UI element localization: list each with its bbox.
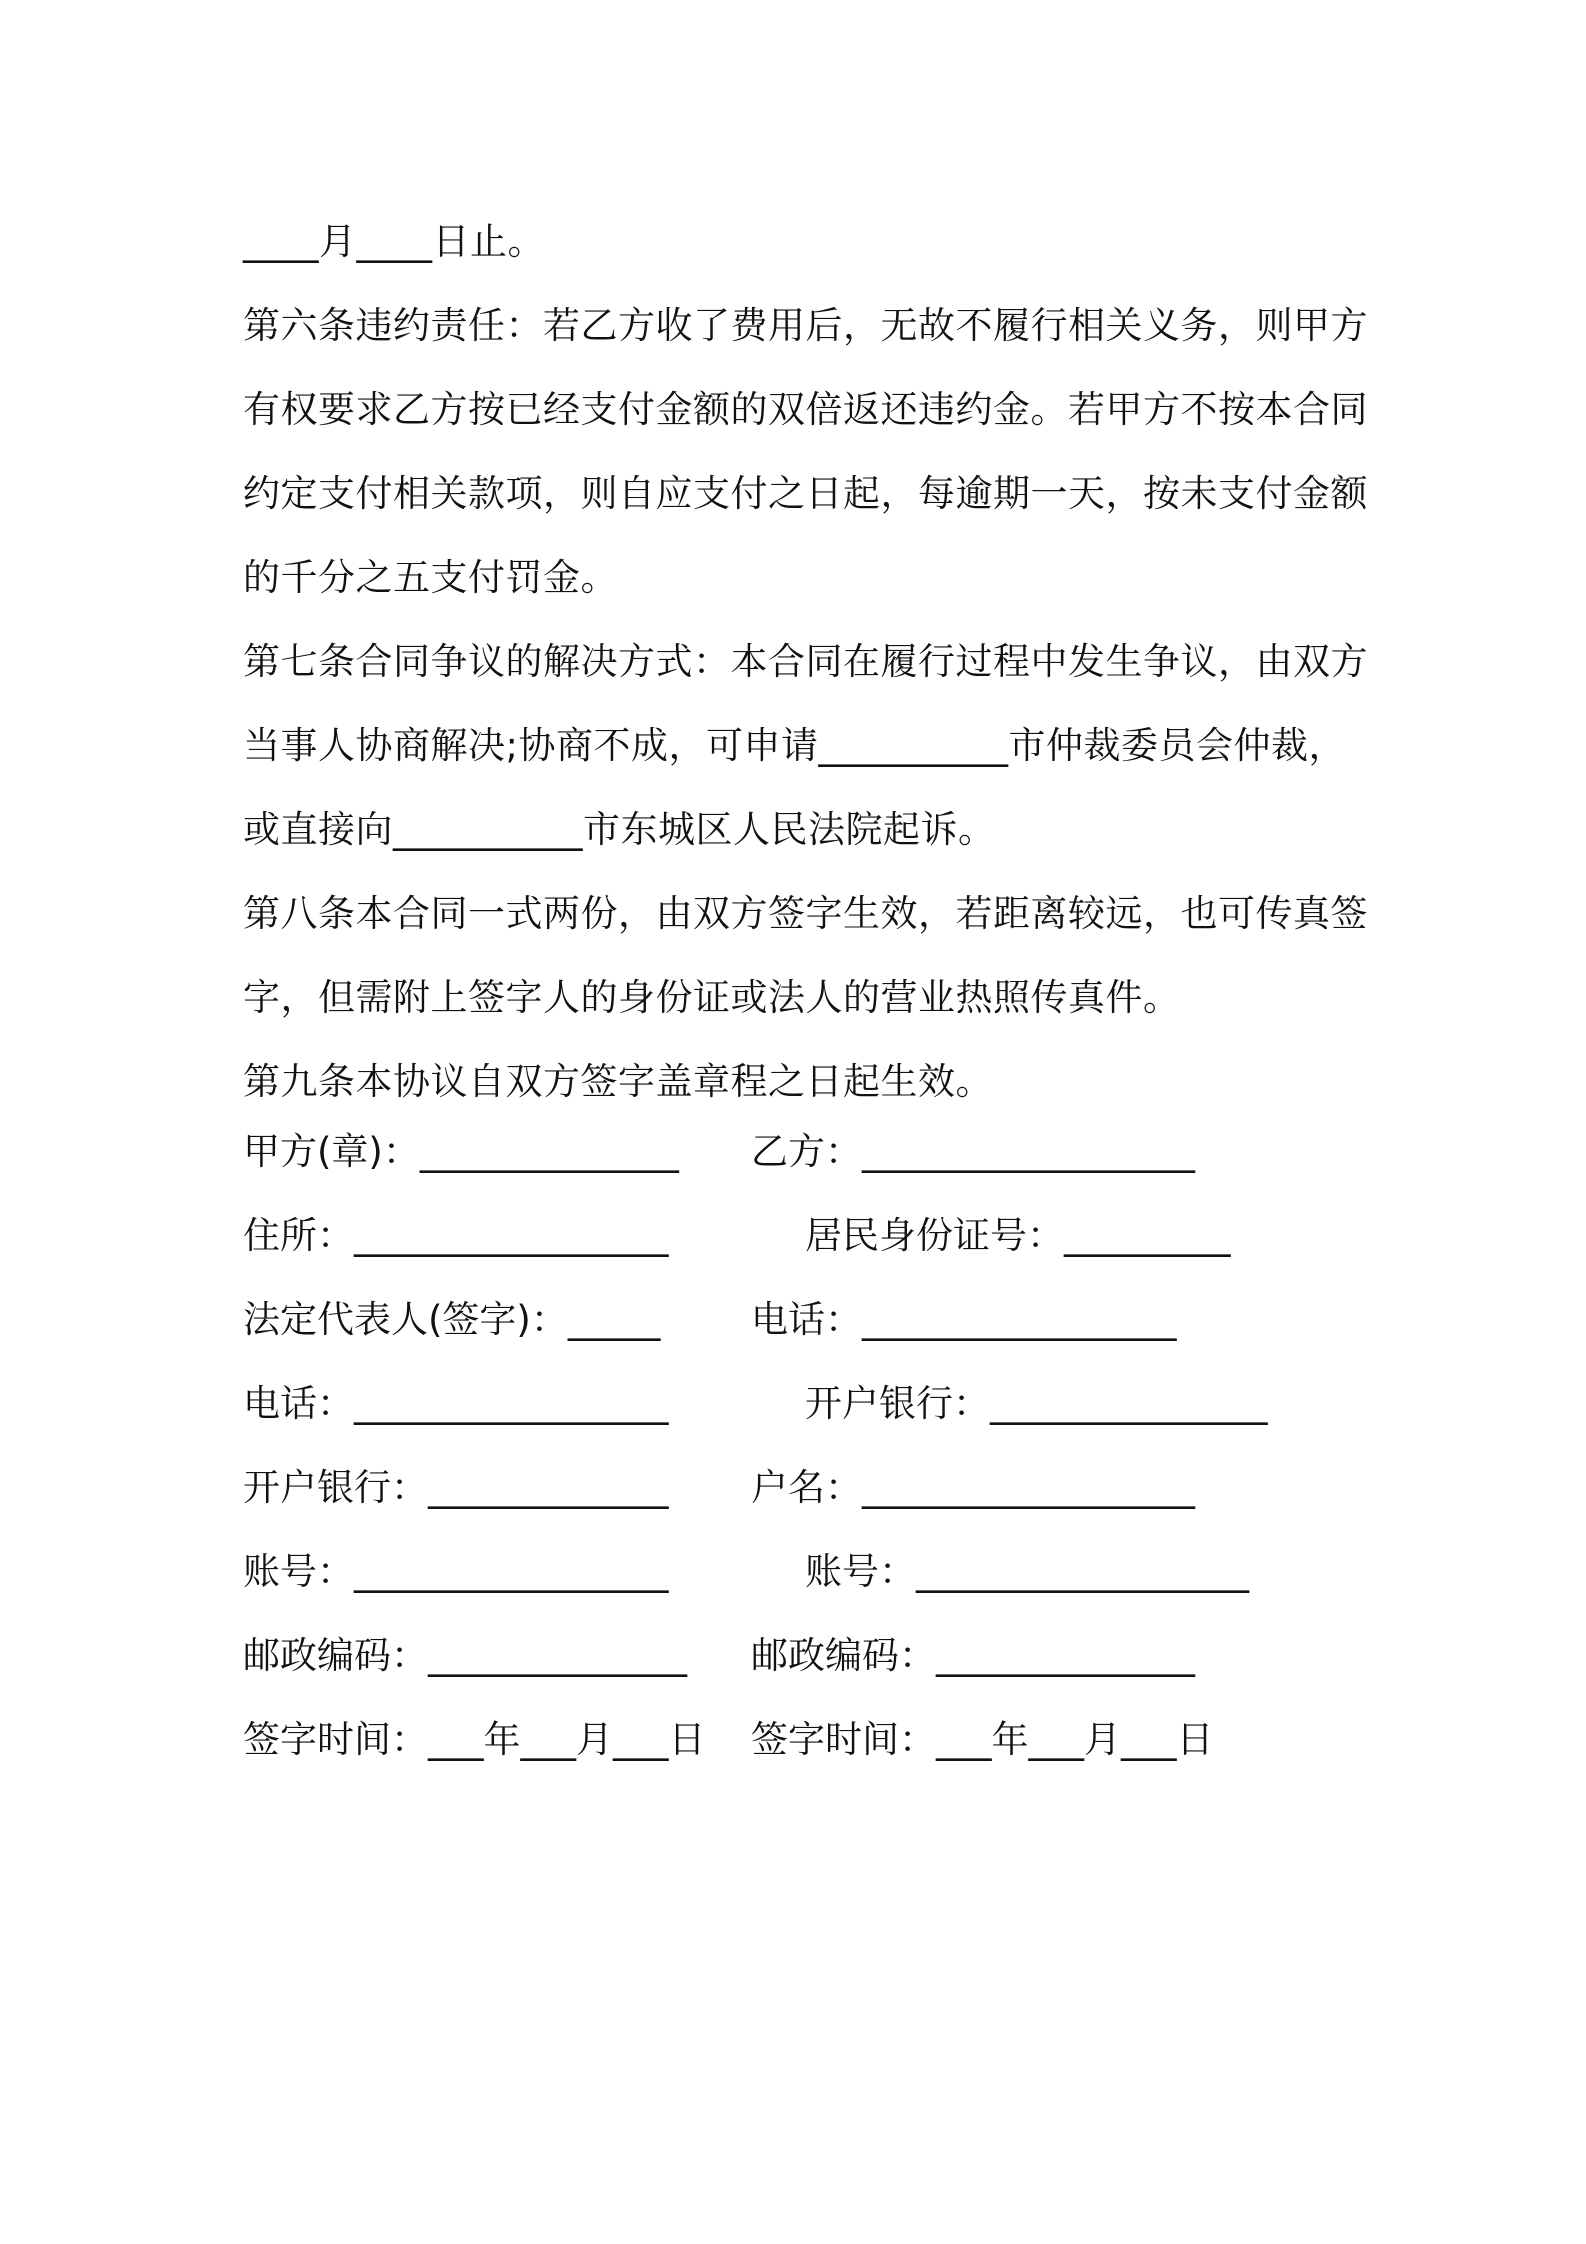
clause-line: 约定支付相关款项，则自应支付之日起，每逾期一天，按未支付金额 bbox=[243, 472, 1368, 515]
signature-row bbox=[243, 1698, 1353, 1782]
party-b-phone-field: 电话：_________________ bbox=[751, 1298, 1177, 1341]
party-a-address-field: 住所：_________________ bbox=[243, 1214, 669, 1257]
party-a-legal-rep-field: 法定代表人(签字)：_____ bbox=[243, 1298, 661, 1341]
signature-section bbox=[243, 1110, 1353, 1782]
signature-row bbox=[243, 1110, 1353, 1194]
clause-line: 第七条合同争议的解决方式：本合同在履行过程中发生争议，由双方 bbox=[243, 640, 1368, 683]
signature-row bbox=[243, 1446, 1353, 1530]
clause-line: ____月____日止。 bbox=[243, 220, 545, 263]
signature-row bbox=[243, 1278, 1353, 1362]
party-b-id-number-field: 居民身份证号：_________ bbox=[805, 1214, 1231, 1257]
clause-line: 当事人协商解决;协商不成，可申请__________市仲裁委员会仲裁， bbox=[243, 724, 1346, 767]
clause-line: 有权要求乙方按已经支付金额的双倍返还违约金。若甲方不按本合同 bbox=[243, 388, 1368, 431]
clause-line: 第九条本协议自双方签字盖章程之日起生效。 bbox=[243, 1060, 993, 1103]
signature-row bbox=[243, 1194, 1353, 1278]
party-b-sign-date-field: 签字时间：___年___月___日 bbox=[751, 1718, 1214, 1761]
party-a-bank-field: 开户银行：_____________ bbox=[243, 1466, 669, 1509]
party-a-seal-field: 甲方(章)：______________ bbox=[243, 1130, 679, 1173]
party-a-postcode-field: 邮政编码：______________ bbox=[243, 1634, 687, 1677]
signature-row bbox=[243, 1530, 1353, 1614]
party-b-account-field: 账号：__________________ bbox=[805, 1550, 1249, 1593]
party-a-account-field: 账号：_________________ bbox=[243, 1550, 669, 1593]
clause-line: 第六条违约责任：若乙方收了费用后，无故不履行相关义务，则甲方 bbox=[243, 304, 1368, 347]
clause-line: 或直接向__________市东城区人民法院起诉。 bbox=[243, 808, 996, 851]
party-b-postcode-field: 邮政编码：______________ bbox=[751, 1634, 1195, 1677]
party-b-field: 乙方：__________________ bbox=[751, 1130, 1195, 1173]
clause-line: 第八条本合同一式两份，由双方签字生效，若距离较远，也可传真签 bbox=[243, 892, 1368, 935]
party-b-bank-field: 开户银行：_______________ bbox=[805, 1382, 1268, 1425]
clause-line: 字，但需附上签字人的身份证或法人的营业热照传真件。 bbox=[243, 976, 1181, 1019]
signature-row bbox=[243, 1362, 1353, 1446]
clause-line: 的千分之五支付罚金。 bbox=[243, 556, 618, 599]
contract-clauses bbox=[243, 200, 1368, 1124]
party-a-phone-field: 电话：_________________ bbox=[243, 1382, 669, 1425]
party-b-account-name-field: 户名：__________________ bbox=[751, 1466, 1195, 1509]
signature-row bbox=[243, 1614, 1353, 1698]
party-a-sign-date-field: 签字时间：___年___月___日 bbox=[243, 1718, 706, 1761]
